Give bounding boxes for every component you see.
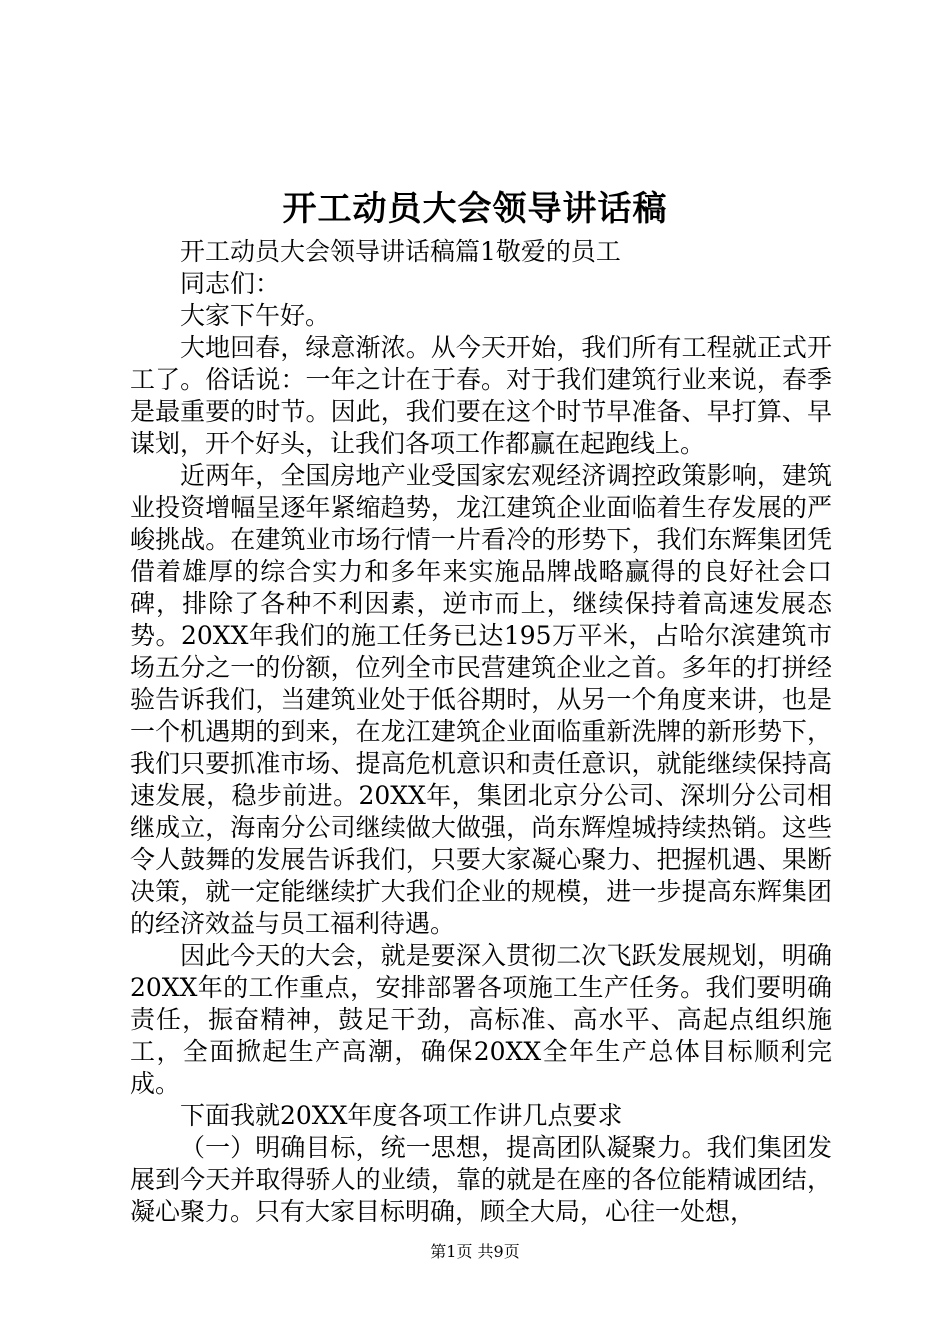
paragraph-situation: 近两年，全国房地产业受国家宏观经济调控政策影响，建筑业投资增幅呈逐年紧缩趋势，龙江建筑企业面临着生存发展的严峻挑战。在建筑业市场行情一片看冷的形势下，我们东辉集团凭借着雄厚的综合实力和多年来实施品牌战略赢得的良好社会口碑，排除了各种不利因素，逆市而上，继续保持着高速发展态势。20XX年我们的施工任务已达195万平米，占哈尔滨建筑市场五分之一的份额，位列全市民营建筑企业之首。多年的打拼经验告诉我们，当建筑业处于低谷期时，从另一个角度来讲，也是一个机遇期的到来，在龙江建筑企业面临重新洗牌的新形势下，我们只要抓准市场、提高危机意识和责任意识，就能继续保持高速发展，稳步前进。20XX年，集团北京分公司、深圳分公司相继成立，海南分公司继续做大做强，尚东辉煌城持续热销。这些令人鼓舞的发展告诉我们，只要大家凝心聚力、把握机遇、果断决策，就一定能继续扩大我们企业的规模，进一步提高东辉集团的经济效益与员工福利待遇。 — [130, 461, 832, 938]
paragraph-intro: 开工动员大会领导讲话稿篇1敬爱的员工 — [180, 237, 621, 266]
paragraph-salutation: 同志们： — [180, 269, 281, 298]
paragraph-greeting: 大家下午好。 — [180, 301, 331, 330]
paragraph-requirements-intro: 下面我就20XX年度各项工作讲几点要求 — [180, 1101, 623, 1130]
paragraph-requirement-one: （一）明确目标，统一思想，提高团队凝聚力。我们集团发展到今天并取得骄人的业绩，靠的就是在座的各位能精诚团结，凝心聚力。只有大家目标明确，顾全大局，心往一处想， — [130, 1133, 832, 1226]
paragraph-meeting-purpose: 因此今天的大会，就是要深入贯彻二次飞跃发展规划，明确20XX年的工作重点，安排部署各项施工生产任务。我们要明确责任，振奋精神，鼓足干劲，高标准、高水平、高起点组织施工，全面掀起生产高潮，确保20XX全年生产总体目标顺利完成。 — [130, 941, 832, 1098]
page-footer: 第1页 共9页 — [430, 1242, 520, 1261]
document-body — [130, 236, 832, 1228]
paragraph-spring: 大地回春，绿意渐浓。从今天开始，我们所有工程就正式开工了。俗话说：一年之计在于春。对于我们建筑行业来说，春季是最重要的时节。因此，我们要在这个时节早准备、早打算、早谋划，开个好头，让我们各项工作都赢在起跑线上。 — [130, 333, 832, 458]
document-title: 开工动员大会领导讲话稿 — [282, 189, 668, 229]
